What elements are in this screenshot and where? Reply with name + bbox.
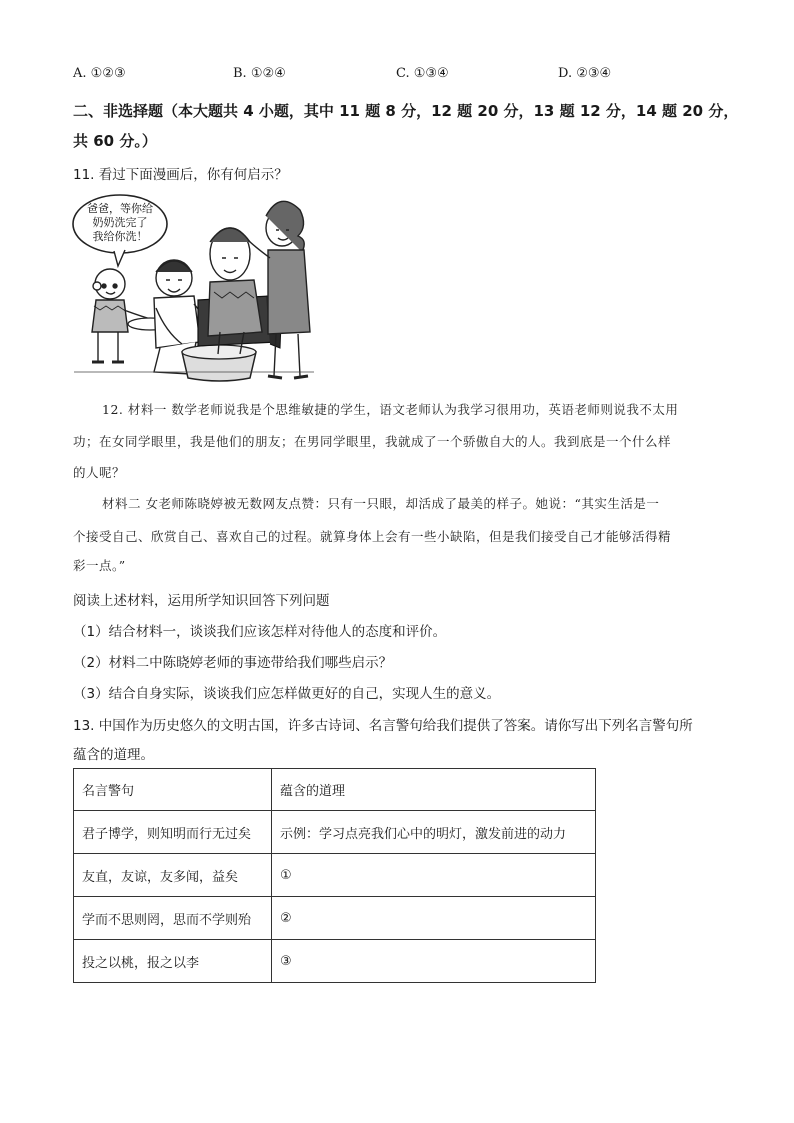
q13-line2: 蕴含的道理。 bbox=[73, 747, 154, 763]
q12-sub1: （1）结合材料一，谈谈我们应该怎样对待他人的态度和评价。 bbox=[73, 624, 447, 640]
q12-prompt: 阅读上述材料，运用所学知识回答下列问题 bbox=[73, 593, 330, 609]
table-cell-quote: 学而不思则罔，思而不学则殆 bbox=[74, 897, 272, 940]
option-d: D. ②③④ bbox=[558, 66, 612, 81]
speech-line-1: 爸爸，等你给 bbox=[87, 202, 153, 215]
child-figure bbox=[92, 269, 154, 362]
option-c: C. ①③④ bbox=[396, 66, 449, 81]
table-cell-meaning: ① bbox=[272, 854, 596, 897]
table-row bbox=[74, 940, 596, 983]
q12-sub3: （3）结合自身实际，谈谈我们应怎样做更好的自己，实现人生的意义。 bbox=[73, 686, 501, 702]
table-cell-meaning: 示例：学习点亮我们心中的明灯，激发前进的动力 bbox=[272, 811, 596, 854]
section-heading-line2: 共 60 分。） bbox=[73, 132, 157, 150]
table-cell-quote: 投之以桃，报之以李 bbox=[74, 940, 272, 983]
table-header-cell: 蕴含的道理 bbox=[272, 769, 596, 811]
cartoon-image bbox=[70, 192, 320, 388]
table-row bbox=[74, 811, 596, 854]
table-row bbox=[74, 854, 596, 897]
speech-line-3: 我给你洗！ bbox=[92, 230, 148, 243]
q12-material2-line3: 彩一点。” bbox=[73, 558, 126, 573]
table-cell-quote: 君子博学，则知明而行无过矣 bbox=[74, 811, 272, 854]
q13-line1: 13. 中国作为历史悠久的文明古国，许多古诗词、名言警句给我们提供了答案。请你写出下列名言警句所 bbox=[73, 718, 693, 734]
table-row bbox=[74, 897, 596, 940]
q12-material1-line3: 的人呢？ bbox=[73, 465, 126, 480]
question-11: 11. 看过下面漫画后，你有何启示？ bbox=[73, 167, 288, 183]
q12-material1-line1: 12. 材料一 数学老师说我是个思维敏捷的学生，语文老师认为我学习很用功，英语老师则说我不太用 bbox=[102, 402, 679, 417]
table-cell-quote: 友直，友谅，友多闻，益矣 bbox=[74, 854, 272, 897]
q12-material2-line1: 材料二 女老师陈晓婷被无数网友点赞：只有一只眼，却活成了最美的样子。她说：“其实生活是一 bbox=[102, 496, 660, 511]
section-heading-line1: 二、非选择题（本大题共 4 小题，其中 11 题 8 分，12 题 20 分，13 题 12 分，14 题 20 分， bbox=[73, 102, 739, 120]
table-cell-meaning: ③ bbox=[272, 940, 596, 983]
q12-material2-line2: 个接受自己、欣赏自己、喜欢自己的过程。就算身体上会有一些小缺陷，但是我们接受自己才能够活得精 bbox=[73, 529, 672, 544]
option-a: A. ①②③ bbox=[73, 66, 126, 81]
mother-figure bbox=[248, 201, 310, 378]
q12-material1-line2: 功；在女同学眼里，我是他们的朋友；在男同学眼里，我就成了一个骄傲自大的人。我到底是一个什么样 bbox=[73, 434, 672, 449]
table-cell-meaning: ② bbox=[272, 897, 596, 940]
table-header-cell: 名言警句 bbox=[74, 769, 272, 811]
option-b: B. ①②④ bbox=[233, 66, 286, 81]
speech-line-2: 奶奶洗完了 bbox=[92, 216, 148, 229]
q12-sub2: （2）材料二中陈晓婷老师的事迹带给我们哪些启示？ bbox=[73, 655, 393, 671]
quote-table bbox=[73, 768, 596, 983]
table-header-row bbox=[74, 769, 596, 811]
